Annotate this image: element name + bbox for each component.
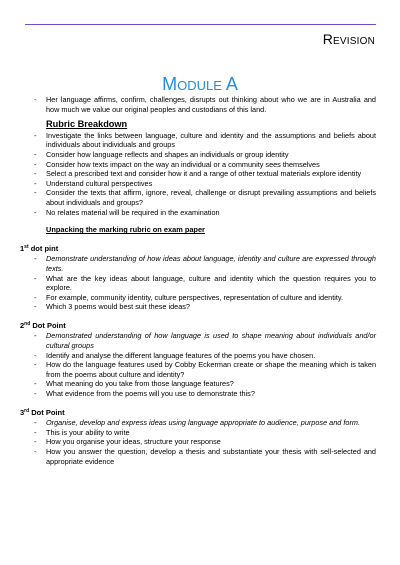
dot-section-2 <box>20 320 376 399</box>
dot-heading <box>20 407 376 418</box>
dot-section-1 <box>20 243 376 312</box>
page-header: Revision <box>322 31 375 47</box>
dot-item: - Demonstrate understanding of how ideas about language, identity and culture are expressed through texts. <box>20 254 376 273</box>
dot-item: - How you answer the question, develop a thesis and substantiate your thesis with sell-selected and appropriate evidence <box>20 447 376 466</box>
dot-item: - Identify and analyse the different language features of the poems you have chosen. <box>20 351 376 361</box>
dot-item: - Demonstrated understanding of how language is used to shape meaning about individuals and/or cultural groups <box>20 331 376 350</box>
intro-paragraph: - Her language affirms, confirm, challenges, disrupts out thinking about who we are in Australia and how much we value our original peoples and custodians of this land. <box>20 95 376 114</box>
dot-item: - How you organise your ideas, structure your response <box>20 437 376 447</box>
dot-ordinal: nd <box>24 320 31 327</box>
dot-ordinal: rd <box>24 407 30 414</box>
dot-number: 3 <box>20 407 25 417</box>
dot-label: Dot Point <box>32 320 66 330</box>
dot-ordinal: st <box>24 243 29 250</box>
rubric-item: - Select a prescribed text and consider how it and a range of other textual materials explore identity <box>20 169 376 179</box>
dot-item: - What meaning do you take from those language features? <box>20 379 376 389</box>
rubric-heading: Rubric Breakdown <box>46 119 128 130</box>
dot-item: - What evidence from the poems will you use to demonstrate this? <box>20 389 376 399</box>
document-body <box>20 95 376 466</box>
rubric-item: - Consider how texts impact on the way an individual or a community sees themselves <box>20 160 376 170</box>
dot-item: - How do the language features used by Cobby Eckerman create or shape the meaning which is taken from the poems about culture and identity? <box>20 360 376 379</box>
dot-number: 1 <box>20 243 25 253</box>
rubric-item: - Understand cultural perspectives <box>20 179 376 189</box>
dot-item: - What are the key ideas about language, culture and identity which the question requires you to explore. <box>20 274 376 293</box>
rubric-item: - No relates material will be required in the examination <box>20 208 376 218</box>
dot-item: - For example, community identity, culture perspectives, representation of culture and identity. <box>20 293 376 303</box>
dot-item: - Which 3 poems would best suit these ideas? <box>20 302 376 312</box>
dot-heading <box>20 320 376 331</box>
unpacking-heading: Unpacking the marking rubric on exam paper <box>46 225 205 235</box>
rubric-list <box>20 131 376 217</box>
dot-section-3 <box>20 407 376 467</box>
dot-number: 2 <box>20 320 25 330</box>
rubric-item: - Consider how language reflects and shapes an individuals or group identity <box>20 150 376 160</box>
dot-heading <box>20 243 376 254</box>
rubric-item: - Investigate the links between language, culture and identity and the assumptions and beliefs about individuals about individuals and groups <box>20 131 376 150</box>
dot-item: - Organise, develop and express ideas using language appropriate to audience, purpose and form. <box>20 418 376 428</box>
dot-label: Dot Point <box>31 407 65 417</box>
module-title: Module A <box>162 74 238 94</box>
dot-item: - This is your ability to write <box>20 428 376 438</box>
rubric-item: - Consider the texts that affirm, ignore, reveal, challenge or disrupt prevailing assumptions and beliefs about individuals and groups? <box>20 188 376 207</box>
dot-label: dot pint <box>30 243 59 253</box>
header-rule <box>25 24 376 25</box>
